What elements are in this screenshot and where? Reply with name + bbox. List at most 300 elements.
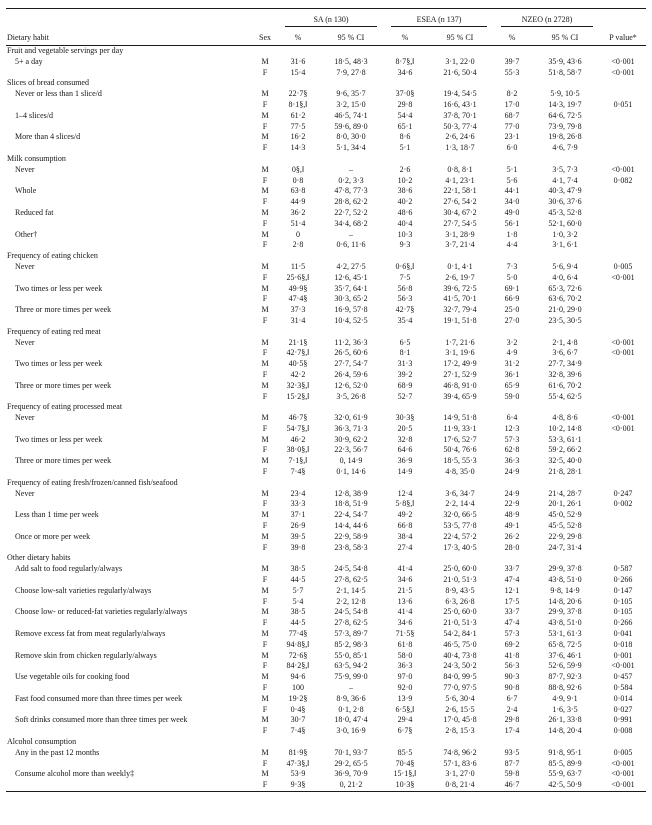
nzeo-ci-cell: 53·3, 61·1 xyxy=(548,434,582,444)
esea-percent-cell: 14·9 xyxy=(397,467,413,477)
nzeo-percent-cell: 47·4 xyxy=(504,618,520,628)
dietary-habit-cell: Use vegetable oils for cooking food xyxy=(15,672,130,682)
sa-ci-cell: 28·8, 62·2 xyxy=(334,197,368,207)
p-value-cell: <0·001 xyxy=(611,661,635,671)
esea-percent-cell: 56·3 xyxy=(397,294,413,304)
sa-ci-cell: 0·1, 2·8 xyxy=(338,704,364,714)
table-row xyxy=(6,597,646,608)
dietary-habit-cell: Two times or less per week xyxy=(15,283,103,293)
p-value-cell xyxy=(600,392,646,403)
esea-percent-cell: 20·5 xyxy=(397,423,413,433)
p-value-cell xyxy=(600,445,646,456)
esea-ci-cell: 6·3, 26·8 xyxy=(445,596,475,606)
p-value-cell: 0·002 xyxy=(613,499,633,509)
esea-ci-cell: 50·4, 76·6 xyxy=(443,445,477,455)
nzeo-ci-cell: 14·8, 20·4 xyxy=(548,726,582,736)
esea-percent-cell: 31·3 xyxy=(397,359,413,369)
dietary-habit-cell: Fast food consumed more than three times per week xyxy=(15,693,183,703)
nzeo-ci-cell: 91·8, 95·1 xyxy=(548,747,582,757)
esea-ci-cell: 17·0, 45·8 xyxy=(443,715,477,725)
table-row xyxy=(6,629,646,640)
sex-cell: M xyxy=(261,715,269,725)
esea-percent-cell: 13·6 xyxy=(397,596,413,606)
sa-percent-cell: 44·5 xyxy=(290,575,306,585)
table-row xyxy=(6,219,646,230)
esea-percent-cell: 34·6 xyxy=(397,575,413,585)
dietary-habit-cell xyxy=(6,640,252,651)
p-value-cell: <0·001 xyxy=(611,413,635,423)
sa-percent-cell: 94·6 xyxy=(290,672,306,682)
table-row xyxy=(6,359,646,370)
table-row xyxy=(6,456,646,467)
table-row xyxy=(6,111,646,122)
nzeo-percent-cell: 1·8 xyxy=(506,229,518,239)
esea-ci-cell: 27·1, 52·9 xyxy=(443,369,477,379)
table-row xyxy=(6,240,646,251)
table-row xyxy=(6,165,646,176)
p-value-cell: 0·001 xyxy=(613,650,633,660)
sa-ci-cell: 2·1, 14·5 xyxy=(336,585,366,595)
esea-percent-cell: 38·4 xyxy=(397,531,413,541)
esea-percent-cell: 10·2 xyxy=(397,175,413,185)
esea-percent-cell: 41·4 xyxy=(397,564,413,574)
esea-ci-cell: 1·3, 18·7 xyxy=(445,143,475,153)
sa-ci-cell: 27·7, 54·7 xyxy=(334,359,368,369)
esea-ci-cell: 19·4, 54·5 xyxy=(443,89,477,99)
sex-cell: M xyxy=(261,629,269,639)
nzeo-percent-cell: 57·3 xyxy=(504,434,520,444)
sa-percent-cell: 11·5 xyxy=(290,261,306,271)
sex-cell: F xyxy=(262,445,268,455)
esea-ci-cell: 14·9, 51·8 xyxy=(443,413,477,423)
table-row xyxy=(6,57,646,68)
dietary-habit-cell xyxy=(6,661,252,672)
sa-ci-cell: 70·1, 93·7 xyxy=(334,747,368,757)
sex-cell: F xyxy=(262,99,268,109)
esea-percent-cell: 34·6 xyxy=(397,618,413,628)
nzeo-percent-cell: 17·5 xyxy=(504,596,520,606)
nzeo-ci-cell: 88·8, 92·6 xyxy=(548,683,582,693)
sex-cell: F xyxy=(262,218,268,228)
sex-cell: F xyxy=(262,197,268,207)
esea-percent-cell: 38·6 xyxy=(397,186,413,196)
nzeo-ci-cell: 45·3, 52·8 xyxy=(548,207,582,217)
table-row xyxy=(6,338,646,349)
sa-ci-cell: 8·0, 30·0 xyxy=(336,132,366,142)
esea-percent-cell: 7·5 xyxy=(399,272,411,282)
esea-percent-cell: 29·4 xyxy=(397,715,413,725)
dietary-habit-cell: Once or more per week xyxy=(15,531,91,541)
sex-cell: F xyxy=(262,348,268,358)
nzeo-percent-cell: 36·3 xyxy=(504,456,520,466)
sa-percent-cell: 15·2§,‖ xyxy=(286,391,310,401)
nzeo-ci-cell: 3·5, 7·3 xyxy=(552,164,578,174)
dietary-habit-cell: Two times or less per week xyxy=(15,359,103,369)
nzeo-percent-cell: 56·1 xyxy=(504,218,520,228)
nzeo-percent-cell: 77·0 xyxy=(504,121,520,131)
sa-percent-cell: 81·9§ xyxy=(288,747,308,757)
esea-ci-cell: 27·7, 54·5 xyxy=(443,218,477,228)
table-row xyxy=(6,381,646,392)
sex-cell: M xyxy=(261,380,269,390)
sa-percent-cell: 84·2§,‖ xyxy=(286,661,310,671)
esea-ci-cell: 32·0, 66·5 xyxy=(443,510,477,520)
sa-percent-cell: 47·4§ xyxy=(288,294,308,304)
col-header-nzeo-ci: 95 % CI xyxy=(530,27,600,46)
dietary-habit-cell xyxy=(6,240,252,251)
nzeo-percent-cell: 8·2 xyxy=(506,89,518,99)
sa-ci-cell: 8·9, 36·6 xyxy=(336,693,366,703)
esea-ci-cell: 40·4, 73·8 xyxy=(443,650,477,660)
table-row xyxy=(6,316,646,327)
table-row xyxy=(6,521,646,532)
table-row xyxy=(6,672,646,683)
nzeo-percent-cell: 5·6 xyxy=(506,175,518,185)
nzeo-percent-cell: 24·9 xyxy=(504,467,520,477)
esea-percent-cell: 36·3 xyxy=(397,661,413,671)
section-title: Frequency of eating processed meat xyxy=(7,402,123,412)
esea-percent-cell: 39·2 xyxy=(397,369,413,379)
dietary-habit-cell: Three or more times per week xyxy=(15,305,112,315)
sex-cell: F xyxy=(262,618,268,628)
table-row xyxy=(6,543,646,554)
nzeo-percent-cell: 2·4 xyxy=(506,704,518,714)
header-spacer xyxy=(252,9,278,28)
group-header-nzeo xyxy=(494,9,600,28)
sa-percent-cell: 36·2 xyxy=(290,207,306,217)
esea-ci-cell: 77·0, 97·5 xyxy=(443,683,477,693)
esea-percent-cell: 49·2 xyxy=(397,510,413,520)
esea-ci-cell: 21·6, 50·4 xyxy=(443,67,477,77)
group-header-esea xyxy=(384,9,494,28)
esea-ci-cell: 2·8, 15·3 xyxy=(445,726,475,736)
sa-percent-cell: 15·4 xyxy=(290,67,306,77)
sa-percent-cell: 77·5 xyxy=(290,121,306,131)
table-row xyxy=(6,89,646,100)
table-row xyxy=(6,759,646,770)
sex-cell: F xyxy=(262,661,268,671)
esea-percent-cell: 15·1§,‖ xyxy=(393,769,417,779)
dietary-habit-cell xyxy=(6,122,252,133)
table-row xyxy=(6,510,646,521)
table-row xyxy=(6,348,646,359)
sa-percent-cell: 47·3§,‖ xyxy=(286,758,310,768)
esea-ci-cell: 84·0, 99·5 xyxy=(443,672,477,682)
dietary-habit-cell: 5+ a day xyxy=(15,56,43,66)
nzeo-ci-cell: 4·9, 9·1 xyxy=(552,693,578,703)
section-header-row xyxy=(6,737,646,748)
nzeo-percent-cell: 6·4 xyxy=(506,413,518,423)
nzeo-ci-cell: 14·8, 20·6 xyxy=(548,596,582,606)
esea-ci-cell: 46·8, 91·0 xyxy=(443,380,477,390)
sa-percent-cell: 0·4§ xyxy=(290,704,306,714)
nzeo-ci-cell: 45·0, 52·9 xyxy=(548,510,582,520)
p-value-cell xyxy=(600,370,646,381)
p-value-cell: <0·001 xyxy=(611,423,635,433)
sex-cell: M xyxy=(261,510,269,520)
nzeo-ci-cell: 64·6, 72·5 xyxy=(548,110,582,120)
section-title: Frequency of eating red meat xyxy=(7,326,101,336)
p-value-cell: 0·266 xyxy=(613,618,633,628)
dietary-habit-cell: Any in the past 12 months xyxy=(15,747,100,757)
table-row xyxy=(6,100,646,111)
nzeo-percent-cell: 39·7 xyxy=(504,56,520,66)
esea-ci-cell: 0·8, 8·1 xyxy=(447,164,473,174)
nzeo-ci-cell: 26·1, 33·8 xyxy=(548,715,582,725)
sex-cell: M xyxy=(261,607,269,617)
section-header-row xyxy=(6,78,646,89)
sa-percent-cell: 38·5 xyxy=(290,607,306,617)
dietary-habit-cell: Three or more times per week xyxy=(15,380,112,390)
esea-percent-cell: 40·4 xyxy=(397,218,413,228)
nzeo-percent-cell: 57·3 xyxy=(504,629,520,639)
sex-cell: M xyxy=(261,769,269,779)
nzeo-percent-cell: 26·2 xyxy=(504,531,520,541)
section-header-row xyxy=(6,327,646,338)
nzeo-percent-cell: 6·7 xyxy=(506,693,518,703)
p-value-cell xyxy=(600,122,646,133)
sa-ci-cell: 47·8, 77·3 xyxy=(334,186,368,196)
sex-cell: F xyxy=(262,575,268,585)
p-value-cell xyxy=(600,240,646,251)
sa-percent-cell: 72·6§ xyxy=(288,650,308,660)
sa-ci-cell: 18·8, 51·9 xyxy=(334,499,368,509)
sa-ci-cell: 57·3, 89·7 xyxy=(334,629,368,639)
p-value-cell: <0·001 xyxy=(611,272,635,282)
sa-percent-cell: 23·4 xyxy=(290,488,306,498)
sex-cell: F xyxy=(262,758,268,768)
sa-ci-cell: 4·2, 27·5 xyxy=(336,261,366,271)
table-row xyxy=(6,726,646,737)
sa-ci-cell: 0, 14·9 xyxy=(339,456,363,466)
sex-cell: M xyxy=(261,434,269,444)
sex-cell: M xyxy=(261,229,269,239)
sa-percent-cell: 53·9 xyxy=(290,769,306,779)
nzeo-percent-cell: 59·8 xyxy=(504,769,520,779)
nzeo-percent-cell: 17·4 xyxy=(504,726,520,736)
col-header-sa-percent: % xyxy=(278,27,318,46)
col-header-esea-ci: 95 % CI xyxy=(426,27,494,46)
nzeo-percent-cell: 93·5 xyxy=(504,747,520,757)
p-value-cell xyxy=(600,284,646,295)
p-value-cell: <0·001 xyxy=(611,67,635,77)
table-row xyxy=(6,564,646,575)
dietary-habit-cell: Remove skin from chicken regularly/always xyxy=(15,650,157,660)
p-value-cell: 0·266 xyxy=(613,575,633,585)
sa-percent-cell: 22·7§ xyxy=(288,89,308,99)
dietary-habit-cell xyxy=(6,780,252,791)
esea-percent-cell: 85·5 xyxy=(397,747,413,757)
sa-percent-cell: 30·7 xyxy=(290,715,306,725)
table-row xyxy=(6,651,646,662)
sex-cell: F xyxy=(262,175,268,185)
column-header-row xyxy=(6,27,646,46)
nzeo-ci-cell: 85·5, 89·9 xyxy=(548,758,582,768)
nzeo-ci-cell: 3·6, 6·7 xyxy=(552,348,578,358)
table-row xyxy=(6,208,646,219)
sa-percent-cell: 44·9 xyxy=(290,197,306,207)
nzeo-ci-cell: 4·1, 7·4 xyxy=(552,175,578,185)
sex-cell: M xyxy=(261,456,269,466)
table-row xyxy=(6,143,646,154)
p-value-cell xyxy=(600,89,646,100)
nzeo-percent-cell: 46·7 xyxy=(504,780,520,790)
table-row xyxy=(6,186,646,197)
dietary-habit-cell xyxy=(6,705,252,716)
esea-percent-cell: 52·7 xyxy=(397,391,413,401)
esea-percent-cell: 68·9 xyxy=(397,380,413,390)
sa-percent-cell: 100 xyxy=(292,683,304,693)
nzeo-ci-cell: 1·6, 3·5 xyxy=(552,704,578,714)
sa-ci-cell: 23·8, 58·3 xyxy=(334,542,368,552)
p-value-cell xyxy=(600,381,646,392)
sa-percent-cell: 7·4§ xyxy=(290,726,306,736)
esea-ci-cell: 3·1, 27·0 xyxy=(445,769,475,779)
table-row xyxy=(6,683,646,694)
sa-ci-cell: 14·4, 44·6 xyxy=(334,521,368,531)
sa-percent-cell: 32·3§,‖ xyxy=(286,380,310,390)
nzeo-ci-cell: 32·5, 40·0 xyxy=(548,456,582,466)
sa-ci-cell: 16·9, 57·8 xyxy=(334,305,368,315)
nzeo-ci-cell: 3·1, 6·1 xyxy=(552,240,578,250)
esea-ci-cell: 5·6, 30·4 xyxy=(445,693,475,703)
sex-cell: F xyxy=(262,294,268,304)
nzeo-percent-cell: 17·0 xyxy=(504,99,520,109)
p-value-cell: <0·001 xyxy=(611,348,635,358)
esea-ci-cell: 8·9, 43·5 xyxy=(445,585,475,595)
esea-ci-cell: 39·6, 72·5 xyxy=(443,283,477,293)
esea-ci-cell: 54·2, 84·1 xyxy=(443,629,477,639)
p-value-cell: 0·584 xyxy=(613,683,633,693)
section-header-row xyxy=(6,251,646,262)
section-header-row xyxy=(6,46,646,57)
p-value-cell: 0·005 xyxy=(613,747,633,757)
table-row xyxy=(6,370,646,381)
sa-percent-cell: 63·8 xyxy=(290,186,306,196)
nzeo-percent-cell: 90·8 xyxy=(504,683,520,693)
dietary-habit-cell: Never xyxy=(15,164,35,174)
table-row xyxy=(6,284,646,295)
table-row xyxy=(6,769,646,780)
esea-percent-cell: 41·4 xyxy=(397,607,413,617)
nzeo-ci-cell: 59·2, 66·2 xyxy=(548,445,582,455)
sa-percent-cell: 19·2§ xyxy=(288,693,308,703)
dietary-habit-cell xyxy=(6,499,252,510)
nzeo-ci-cell: 87·7, 92·3 xyxy=(548,672,582,682)
p-value-cell xyxy=(600,305,646,316)
nzeo-ci-cell: 42·5, 50·9 xyxy=(548,780,582,790)
dietary-habit-cell xyxy=(6,726,252,737)
table-row xyxy=(6,445,646,456)
table-row xyxy=(6,607,646,618)
p-value-cell xyxy=(600,467,646,478)
p-value-cell: 0·051 xyxy=(613,99,633,109)
dietary-habit-cell: Choose low- or reduced-fat varieties regularly/always xyxy=(15,607,188,617)
nzeo-ci-cell: 4·8, 8·6 xyxy=(552,413,578,423)
table-row xyxy=(6,392,646,403)
sa-ci-cell: 22·9, 58·9 xyxy=(334,531,368,541)
dietary-habit-cell xyxy=(6,197,252,208)
sex-cell: M xyxy=(261,564,269,574)
nzeo-ci-cell: 20·1, 26·1 xyxy=(548,499,582,509)
dietary-habits-table xyxy=(6,8,646,792)
nzeo-ci-cell: 10·2, 14·8 xyxy=(548,423,582,433)
p-value-cell: 0·018 xyxy=(613,639,633,649)
group-header-row xyxy=(6,9,646,28)
sex-cell: M xyxy=(261,337,269,347)
nzeo-ci-cell: 19·8, 26·8 xyxy=(548,132,582,142)
sa-ci-cell: 29·2, 65·5 xyxy=(334,758,368,768)
sa-percent-cell: 0 xyxy=(296,229,300,239)
col-header-nzeo-percent: % xyxy=(494,27,530,46)
nzeo-ci-cell: 40·3, 47·9 xyxy=(548,186,582,196)
p-value-cell: 0·082 xyxy=(613,175,633,185)
sa-ci-cell: 36·3, 71·3 xyxy=(334,423,368,433)
nzeo-ci-cell: 2·1, 4·8 xyxy=(552,337,578,347)
sa-percent-cell: 16·2 xyxy=(290,132,306,142)
table-row xyxy=(6,424,646,435)
sa-ci-cell: 35·7, 64·1 xyxy=(334,283,368,293)
sex-cell: M xyxy=(261,261,269,271)
sex-cell: M xyxy=(261,305,269,315)
esea-ci-cell: 21·0, 51·3 xyxy=(443,575,477,585)
esea-percent-cell: 29·8 xyxy=(397,99,413,109)
esea-ci-cell: 32·7, 79·4 xyxy=(443,305,477,315)
table-row xyxy=(6,413,646,424)
esea-ci-cell: 11·9, 33·1 xyxy=(443,423,477,433)
nzeo-percent-cell: 24·9 xyxy=(504,488,520,498)
dietary-habit-cell: Choose low-salt varieties regularly/always xyxy=(15,585,152,595)
dietary-habit-cell xyxy=(6,521,252,532)
sa-ci-cell: 30·3, 65·2 xyxy=(334,294,368,304)
col-header-esea-percent: % xyxy=(384,27,426,46)
section-title: Slices of bread consumed xyxy=(7,78,89,88)
sa-ci-cell: 0·2, 3·3 xyxy=(338,175,364,185)
sex-cell: M xyxy=(261,164,269,174)
esea-percent-cell: 8·6 xyxy=(399,132,411,142)
sa-percent-cell: 0·8 xyxy=(292,175,304,185)
nzeo-percent-cell: 3·2 xyxy=(506,337,518,347)
p-value-cell xyxy=(600,143,646,154)
sa-percent-cell: 21·1§ xyxy=(288,337,308,347)
table-row xyxy=(6,68,646,79)
esea-ci-cell: 22·4, 57·2 xyxy=(443,531,477,541)
sa-ci-cell: 32·0, 61·9 xyxy=(334,413,368,423)
p-value-cell: 0·991 xyxy=(613,715,633,725)
esea-percent-cell: 6·5 xyxy=(399,337,411,347)
dietary-habit-cell: Three or more times per week xyxy=(15,456,112,466)
sa-ci-cell: – xyxy=(349,164,353,174)
section-title: Frequency of eating fresh/frozen/canned fish/seafood xyxy=(7,477,178,487)
dietary-habit-cell: Never xyxy=(15,413,35,423)
esea-percent-cell: 70·4§ xyxy=(395,758,415,768)
esea-ci-cell: 17·3, 40·5 xyxy=(443,542,477,552)
col-header-dietary-habit: Dietary habit xyxy=(6,27,252,46)
esea-percent-cell: 21·5 xyxy=(397,585,413,595)
nzeo-percent-cell: 90·3 xyxy=(504,672,520,682)
sa-ci-cell: 11·2, 36·3 xyxy=(334,337,368,347)
p-value-cell: 0·027 xyxy=(613,704,633,714)
dietary-habit-cell: 1–4 slices/d xyxy=(15,110,53,120)
sa-percent-cell: 5·4 xyxy=(292,596,304,606)
sa-ci-cell: 26·5, 60·6 xyxy=(334,348,368,358)
nzeo-ci-cell: 1·0, 3·2 xyxy=(552,229,578,239)
p-value-cell: 0·457 xyxy=(613,672,633,682)
sa-ci-cell: 2·2, 12·8 xyxy=(336,596,366,606)
esea-percent-cell: 10·3 xyxy=(397,229,413,239)
col-header-p-value: P value* xyxy=(600,27,646,46)
sa-ci-cell: – xyxy=(349,683,353,693)
